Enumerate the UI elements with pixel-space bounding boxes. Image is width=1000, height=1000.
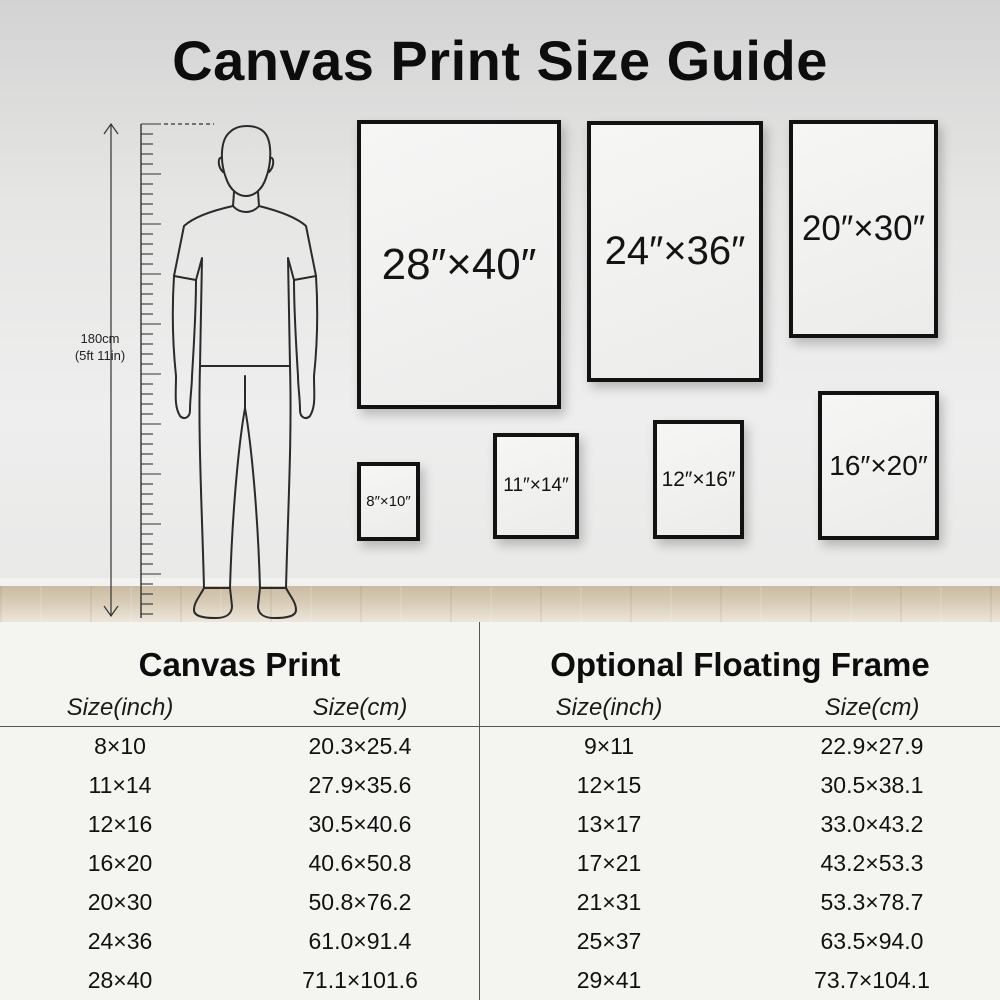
table-cell: 12×16 (87, 811, 153, 837)
table-cell: 25×37 (576, 928, 642, 954)
table-cell: 17×21 (576, 850, 642, 876)
frame-11x14 (493, 433, 579, 539)
frame-20x30 (789, 120, 938, 338)
table-cell: 16×20 (87, 850, 153, 876)
table-cell: 33.0×43.2 (820, 811, 924, 837)
canvas-header-cm: Size(cm) (312, 694, 408, 721)
table-cell: 40.6×50.8 (308, 850, 412, 876)
frame-header-inch: Size(inch) (555, 694, 663, 721)
frame-label: 28″×40″ (381, 239, 537, 289)
table-cell: 50.8×76.2 (308, 889, 412, 915)
frame-label: 11″×14″ (503, 475, 569, 496)
table-cell: 8×10 (94, 733, 146, 759)
table-cell: 11×14 (88, 772, 152, 798)
frame-12x16 (653, 420, 744, 539)
table-cell: 20.3×25.4 (308, 733, 412, 759)
height-imperial: (5ft 11in) (74, 348, 126, 363)
frame-header-cm: Size(cm) (824, 694, 920, 721)
floating-frame-title: Optional Floating Frame (550, 646, 930, 683)
table-cell: 53.3×78.7 (820, 889, 924, 915)
table-cell: 24×36 (87, 928, 153, 954)
table-cell: 21×31 (576, 889, 642, 915)
frame-16x20 (818, 391, 939, 540)
table-cell: 43.2×53.3 (820, 850, 924, 876)
table-cell: 13×17 (576, 811, 642, 837)
table-cell: 29×41 (576, 967, 642, 993)
frame-label: 20″×30″ (801, 209, 926, 248)
table-cell: 9×11 (583, 733, 635, 759)
table-cell: 71.1×101.6 (302, 967, 418, 993)
frame-8x10 (357, 462, 420, 541)
table-cell: 27.9×35.6 (308, 772, 412, 798)
table-header-divider (0, 726, 1000, 727)
person-silhouette-icon (160, 118, 330, 623)
table-cell: 20×30 (87, 889, 153, 915)
table-cell: 30.5×38.1 (820, 772, 924, 798)
table-cell: 73.7×104.1 (814, 967, 930, 993)
frame-label: 16″×20″ (829, 449, 928, 481)
table-cell: 30.5×40.6 (308, 811, 412, 837)
table-cell: 12×15 (576, 772, 642, 798)
page-title: Canvas Print Size Guide (172, 29, 828, 92)
height-label (60, 330, 140, 364)
table-cell: 61.0×91.4 (308, 928, 412, 954)
height-metric: 180cm (80, 331, 120, 346)
table-cell: 28×40 (87, 967, 153, 993)
canvas-header-inch: Size(inch) (66, 694, 174, 721)
table-cell: 63.5×94.0 (820, 928, 924, 954)
canvas-print-title: Canvas Print (138, 646, 341, 683)
frame-label: 12″×16″ (661, 467, 736, 491)
frame-label: 24″×36″ (604, 229, 746, 273)
frame-label: 8″×10″ (366, 493, 411, 510)
frame-28x40 (357, 120, 561, 409)
frame-24x36 (587, 121, 763, 382)
table-cell: 22.9×27.9 (820, 733, 924, 759)
